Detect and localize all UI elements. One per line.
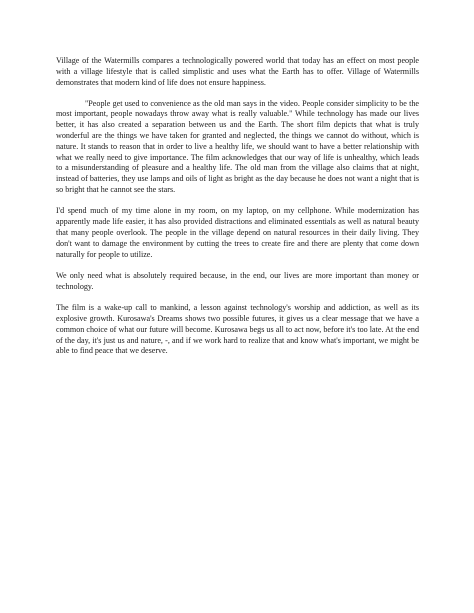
document-body	[56, 56, 419, 368]
paragraph-quote: "People get used to convenience as the old man says in the video. People consider simplicity to be the most important, people nowadays throw away what is really valuable." While technology has made our lives better, it has also created a separation between us and the Earth. The short film depicts that what is truly wonderful are the things we have taken for granted and neglected, the things we cannot do without, which is nature. It stands to reason that in order to live a healthy life, we should want to have a better relationship with what we really need to give importance. The film acknowledges that our way of life is unhealthy, which leads to a misunderstanding of pleasure and a healthy life. The old man from the village also claims that at night, instead of batteries, they use lamps and oils of light as bright as the day because he does not want a night that is so bright that he cannot see the stars.	[56, 98, 419, 194]
paragraph-personal: I'd spend much of my time alone in my room, on my laptop, on my cellphone. While modernization has apparently made life easier, it has also provided distractions and eliminated essentials as well as natural beauty that many people overlook. The people in the village depend on natural resources in their daily living. They don't want to damage the environment by cutting the trees to create fire and there are plenty that come down naturally for people to utilize.	[56, 206, 419, 259]
paragraph-needs: We only need what is absolutely required because, in the end, our lives are more important than money or technology.	[56, 270, 419, 291]
paragraph-conclusion: The film is a wake-up call to mankind, a lesson against technology's worship and addiction, as well as its explosive growth. Kurosawa's Dreams shows two possible futures, it gives us a clear message that we have a common choice of what our future will become. Kurosawa begs us all to act now, before it's too late. At the end of the day, it's just us and nature, -, and if we work hard to realize that and know what's important, we might be able to find peace that we deserve.	[56, 303, 419, 356]
paragraph-intro: Village of the Watermills compares a technologically powered world that today has an effect on most people with a village lifestyle that is called simplistic and uses what the Earth has to offer. Village of Watermills demonstrates that modern kind of life does not ensure happiness.	[56, 56, 419, 87]
